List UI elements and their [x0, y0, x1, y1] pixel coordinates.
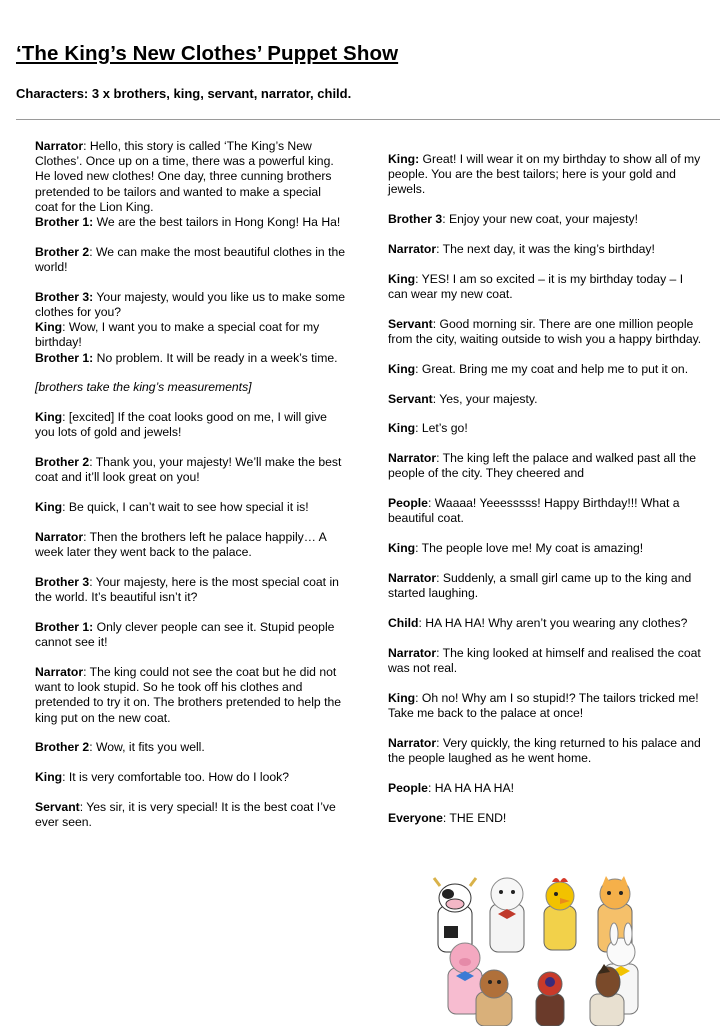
dialogue-line: [35, 245, 347, 275]
dialogue-text: : Let’s go!: [415, 421, 468, 436]
dialogue-line: [388, 317, 706, 347]
speaker-name: Narrator: [388, 242, 437, 256]
dialogue-text: : [excited] If the coat looks good on me, I will give you lots of gold and jewels!: [35, 410, 327, 440]
stage-direction: [brothers take the king’s measurements]: [35, 380, 252, 395]
lamb-puppet-icon: [490, 878, 524, 952]
script-left-column: [35, 139, 347, 845]
dialogue-line: [388, 736, 706, 766]
speaker-name: King: [35, 320, 63, 335]
speaker-name: King: [35, 770, 63, 785]
dialogue-line: [35, 800, 347, 830]
dialogue-line: [35, 380, 347, 395]
speaker-name: Servant: [388, 316, 433, 331]
dialogue-text: Only clever people can see it. Stupid people cannot see it!: [35, 620, 335, 650]
dialogue-line: [35, 351, 347, 366]
speaker-name: King: [35, 410, 63, 425]
speaker-name: Brother 2: [35, 740, 90, 755]
dialogue-text: : Waaaa! Yeeesssss! Happy Birthday!!! What a beautiful coat.: [388, 496, 680, 526]
dialogue-text: : HA HA HA! Why aren’t you wearing any clothes?: [418, 615, 688, 630]
dialogue-text: : Very quickly, the king returned to his palace and the people laughed as he went home.: [388, 735, 701, 765]
speaker-name: Narrator: [35, 530, 84, 545]
dialogue-text: : The king could not see the coat but he did not want to look stupid. So he took off his clothes and pretended to try it on. The brothers pretended to help the king put on the new coat.: [35, 665, 342, 725]
dialogue-line: [35, 620, 347, 650]
dialogue-text: : Then the brothers left he palace happily… A week later they went back to the palace.: [35, 530, 327, 560]
speaker-name: King: [388, 541, 416, 556]
speaker-name: King: [35, 500, 63, 515]
speaker-name: Narrator: [35, 665, 84, 680]
rooster-puppet-icon: [544, 878, 576, 950]
speaker-name: King:: [388, 152, 420, 166]
dialogue-text: : Your majesty, here is the most special coat in the world. It’s beautiful isn’t it?: [35, 575, 339, 605]
dialogue-text: Your majesty, would you like us to make some clothes for you?: [35, 289, 346, 320]
dialogue-text: : The king looked at himself and realised the coat was not real.: [388, 645, 701, 675]
dialogue-line: [388, 392, 706, 407]
dialogue-text: We are the best tailors in Hong Kong! Ha Ha!: [93, 215, 341, 230]
dialogue-line: [35, 500, 347, 515]
dialogue-text: : Oh no! Why am I so stupid!? The tailors tricked me! Take me back to the palace at once!: [388, 690, 699, 720]
dialogue-text: : Yes sir, it is very special! It is the best coat I’ve ever seen.: [35, 800, 336, 830]
dialogue-line: [388, 691, 706, 721]
speaker-name: Brother 1:: [35, 620, 94, 635]
dialogue-text: : We can make the most beautiful clothes in the world!: [35, 244, 346, 275]
dialogue-text: : Be quick, I can’t wait to see how special it is!: [62, 500, 309, 515]
dialogue-line: [388, 362, 706, 377]
speaker-name: Narrator: [388, 645, 437, 660]
dialogue-line: [35, 665, 347, 726]
speaker-name: Brother 3:: [35, 289, 94, 304]
dialogue-text: : The king left the palace and walked past all the people of the city. They cheered and: [388, 451, 697, 481]
dialogue-line: [388, 421, 706, 436]
dialogue-line: [35, 740, 347, 755]
turkey-puppet-icon: [536, 972, 564, 1026]
cow-puppet-icon: [434, 878, 476, 952]
dialogue-text: : Suddenly, a small girl came up to the king and started laughing.: [388, 570, 692, 601]
dialogue-text: No problem. It will be ready in a week’s time.: [93, 350, 338, 365]
dialogue-line: [35, 455, 347, 485]
dialogue-line: [388, 616, 706, 631]
speaker-name: Brother 3: [35, 575, 90, 590]
dialogue-text: : Wow, I want you to make a special coat for my birthday!: [35, 320, 320, 350]
dialogue-text: : Good morning sir. There are one million people from the city, waiting outside to wish you a happy birthday.: [388, 316, 702, 346]
dialogue-text: : Great. Bring me my coat and help me to put it on.: [415, 361, 689, 376]
speaker-name: Brother 1:: [35, 350, 94, 365]
dialogue-line: [388, 212, 706, 227]
dialogue-line: [388, 451, 706, 481]
header-divider: [16, 119, 720, 120]
speaker-name: King: [388, 690, 416, 705]
dialogue-text: : Wow, it fits you well.: [89, 740, 205, 755]
characters-list: Characters: 3 x brothers, king, servant, narrator, child.: [16, 86, 352, 101]
dialogue-text: : HA HA HA HA!: [427, 780, 514, 795]
finger-puppets-illustration: [428, 876, 658, 1026]
dialogue-line: [388, 272, 706, 302]
speaker-name: Narrator: [35, 139, 84, 153]
speaker-name: People: [388, 780, 428, 795]
dialogue-line: [388, 541, 706, 556]
dialogue-text: : The next day, it was the king’s birthday!: [436, 242, 655, 256]
speaker-name: Narrator: [388, 451, 437, 466]
speaker-name: King: [388, 421, 416, 436]
speaker-name: Child: [388, 615, 419, 630]
speaker-name: King: [388, 361, 416, 376]
dialogue-text: : Enjoy your new coat, your majesty!: [442, 212, 638, 227]
dialogue-line: [35, 290, 347, 320]
page-title: ‘The King’s New Clothes’ Puppet Show: [16, 42, 399, 65]
dialogue-line: [35, 139, 347, 215]
speaker-name: Brother 3: [388, 212, 443, 227]
dialogue-line: [35, 215, 347, 230]
dialogue-line: [35, 410, 347, 440]
dialogue-text: : Hello, this story is called ‘The King’s New Clothes’. Once up on a time, there was a powerful king. He loved new clothes! One day, three cunning brothers pretended to be tailors and wanted to make a special coat for the Lion King.: [35, 139, 334, 214]
dialogue-text: : The people love me! My coat is amazing!: [415, 541, 644, 556]
speaker-name: Brother 1:: [35, 215, 94, 230]
speaker-name: Narrator: [388, 570, 437, 585]
speaker-name: Brother 2: [35, 244, 90, 259]
script-right-column: [388, 152, 706, 840]
dialogue-text: : YES! I am so excited – it is my birthday today – I can wear my new coat.: [388, 271, 684, 301]
speaker-name: Narrator: [388, 735, 437, 750]
speaker-name: Servant: [35, 800, 80, 815]
dialogue-line: [388, 811, 706, 826]
dialogue-line: [388, 496, 706, 526]
dialogue-text: : Thank you, your majesty! We’ll make the best coat and it’ll look great on you!: [35, 455, 342, 485]
dialogue-text: : THE END!: [442, 810, 507, 825]
speaker-name: Everyone: [388, 810, 443, 825]
dialogue-line: [388, 571, 706, 601]
speaker-name: People: [388, 496, 428, 511]
dialogue-text: Great! I will wear it on my birthday to show all of my people. You are the best tailors; here is your gold and jewels.: [388, 152, 701, 197]
dialogue-line: [35, 320, 347, 350]
dialogue-line: [35, 530, 347, 560]
speaker-name: Brother 2: [35, 455, 90, 470]
dialogue-text: : Yes, your majesty.: [432, 391, 538, 406]
dialogue-line: [35, 770, 347, 785]
dialogue-line: [388, 242, 706, 257]
dialogue-line: [35, 575, 347, 605]
dialogue-line: [388, 646, 706, 676]
dialogue-line: [388, 781, 706, 796]
dog-puppet-icon: [476, 970, 512, 1026]
speaker-name: Servant: [388, 391, 433, 406]
dialogue-line: [388, 152, 706, 198]
dialogue-text: : It is very comfortable too. How do I look?: [62, 770, 289, 785]
speaker-name: King: [388, 271, 416, 286]
